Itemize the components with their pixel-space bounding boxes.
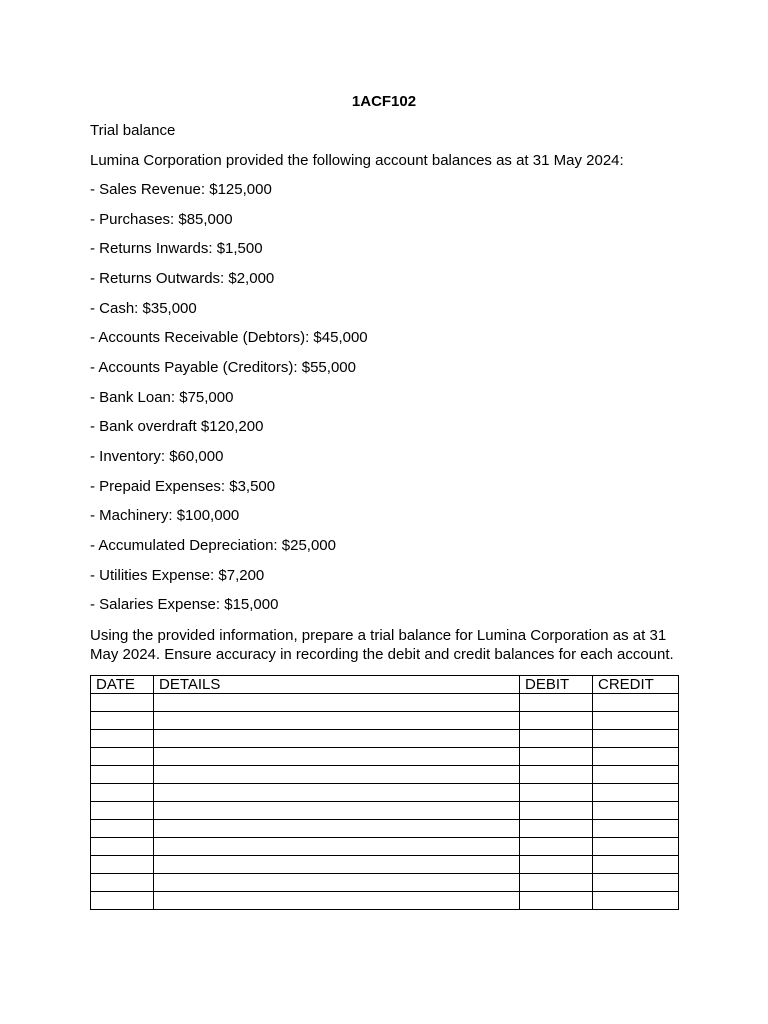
details-cell [154, 820, 520, 838]
debit-cell [520, 874, 593, 892]
account-item: - Prepaid Expenses: $3,500 [90, 478, 276, 495]
details-cell [154, 784, 520, 802]
table-row [91, 802, 679, 820]
table-row [91, 874, 679, 892]
table-body [91, 694, 679, 910]
credit-cell [593, 694, 679, 712]
account-item: - Machinery: $100,000 [90, 507, 240, 524]
date-cell [91, 748, 154, 766]
table-header-row [91, 676, 679, 694]
account-item: - Salaries Expense: $15,000 [90, 596, 279, 613]
date-cell [91, 712, 154, 730]
debit-cell [520, 694, 593, 712]
trial-balance-table [90, 675, 679, 910]
table-row [91, 856, 679, 874]
details-cell [154, 766, 520, 784]
header-details: DETAILS [154, 676, 520, 694]
credit-cell [593, 820, 679, 838]
account-item: - Cash: $35,000 [90, 300, 197, 317]
date-cell [91, 784, 154, 802]
details-cell [154, 874, 520, 892]
debit-cell [520, 784, 593, 802]
account-item: - Returns Inwards: $1,500 [90, 240, 263, 257]
table-row [91, 748, 679, 766]
credit-cell [593, 838, 679, 856]
debit-cell [520, 730, 593, 748]
header-date: DATE [91, 676, 154, 694]
account-item: - Bank Loan: $75,000 [90, 389, 234, 406]
details-cell [154, 838, 520, 856]
details-cell [154, 802, 520, 820]
details-cell [154, 892, 520, 910]
header-debit: DEBIT [520, 676, 593, 694]
date-cell [91, 730, 154, 748]
date-cell [91, 694, 154, 712]
account-item: - Purchases: $85,000 [90, 211, 233, 228]
debit-cell [520, 838, 593, 856]
credit-cell [593, 784, 679, 802]
date-cell [91, 766, 154, 784]
date-cell [91, 874, 154, 892]
details-cell [154, 694, 520, 712]
intro-text: Lumina Corporation provided the following account balances as at 31 May 2024: [90, 152, 624, 169]
credit-cell [593, 712, 679, 730]
debit-cell [520, 766, 593, 784]
date-cell [91, 802, 154, 820]
credit-cell [593, 748, 679, 766]
details-cell [154, 748, 520, 766]
credit-cell [593, 802, 679, 820]
table-row [91, 694, 679, 712]
table-row [91, 730, 679, 748]
table-row [91, 784, 679, 802]
credit-cell [593, 730, 679, 748]
document-code: 1ACF102 [351, 93, 417, 110]
account-item: - Returns Outwards: $2,000 [90, 270, 275, 287]
account-item: - Bank overdraft $120,200 [90, 418, 264, 435]
credit-cell [593, 766, 679, 784]
account-item: - Accumulated Depreciation: $25,000 [90, 537, 336, 554]
date-cell [91, 838, 154, 856]
table-row [91, 820, 679, 838]
account-item: - Inventory: $60,000 [90, 448, 224, 465]
debit-cell [520, 802, 593, 820]
debit-cell [520, 820, 593, 838]
table-row [91, 892, 679, 910]
table-row [91, 766, 679, 784]
date-cell [91, 820, 154, 838]
details-cell [154, 856, 520, 874]
details-cell [154, 730, 520, 748]
details-cell [154, 712, 520, 730]
debit-cell [520, 748, 593, 766]
debit-cell [520, 856, 593, 874]
date-cell [91, 892, 154, 910]
account-item: - Sales Revenue: $125,000 [90, 181, 272, 198]
credit-cell [593, 874, 679, 892]
debit-cell [520, 892, 593, 910]
table-row [91, 712, 679, 730]
account-item: - Accounts Receivable (Debtors): $45,000 [90, 329, 368, 346]
instruction-text: Using the provided information, prepare a trial balance for Lumina Corporation as at 31 May 2024. Ensure accuracy in recording the debit and credit balances for each account. [90, 627, 674, 663]
account-item: - Utilities Expense: $7,200 [90, 567, 265, 584]
credit-cell [593, 856, 679, 874]
date-cell [91, 856, 154, 874]
table-row [91, 838, 679, 856]
debit-cell [520, 712, 593, 730]
document-heading: Trial balance [90, 122, 176, 139]
account-item: - Accounts Payable (Creditors): $55,000 [90, 359, 356, 376]
credit-cell [593, 892, 679, 910]
header-credit: CREDIT [593, 676, 679, 694]
